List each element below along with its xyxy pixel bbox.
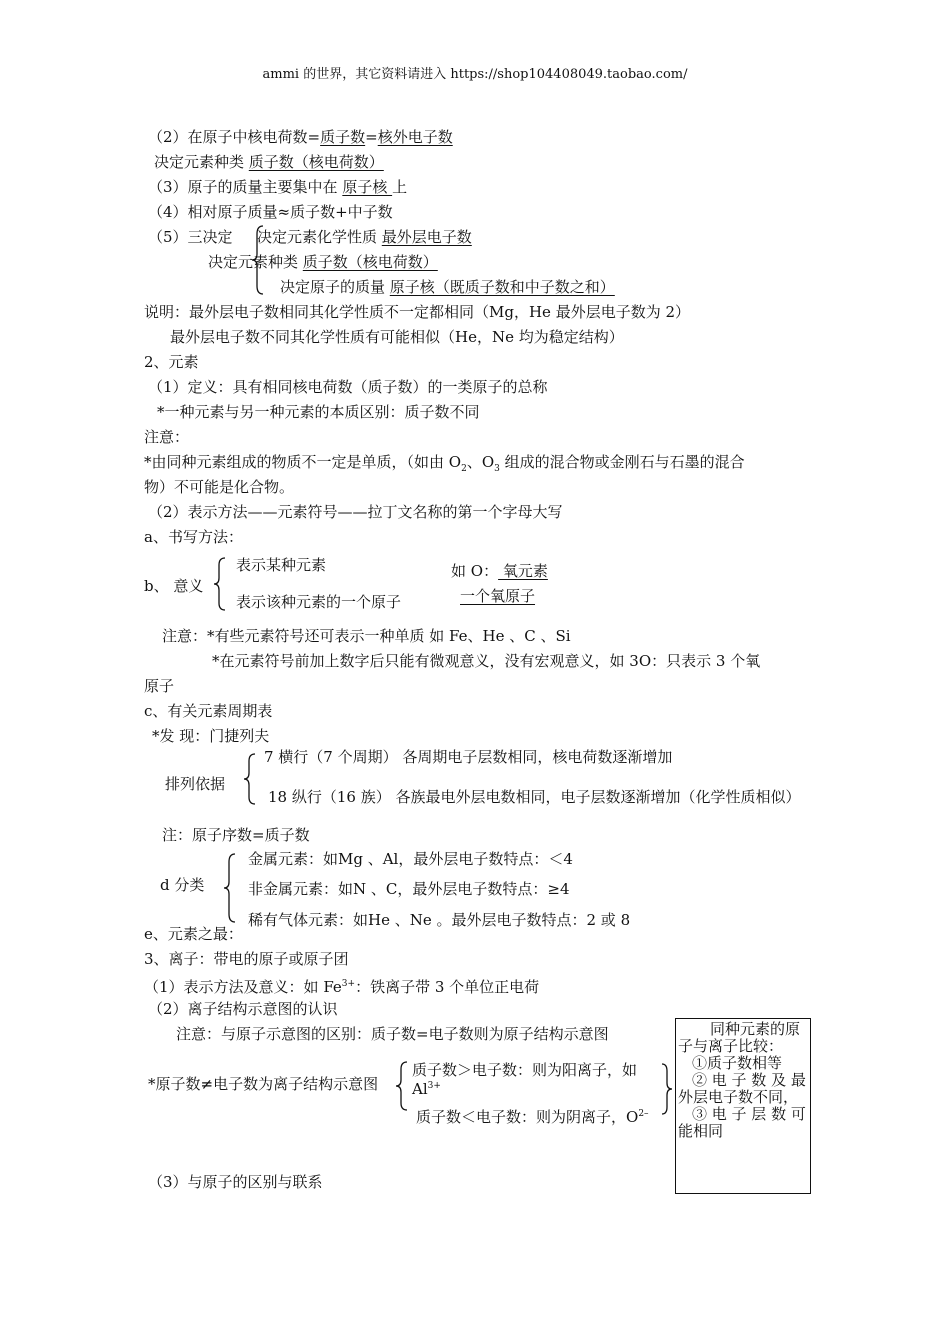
brace-arrangement bbox=[242, 752, 256, 806]
line-mass-concentration bbox=[148, 178, 407, 196]
underlined-answer: 一个氧原子 bbox=[460, 587, 536, 605]
underlined-answer: 原子核 bbox=[342, 178, 393, 196]
ion-anion-rule bbox=[416, 1105, 649, 1126]
line-decide-chemical bbox=[257, 228, 472, 246]
brace-ion-compare bbox=[661, 1062, 673, 1116]
underlined-answer: 氧元素 bbox=[498, 562, 548, 580]
line-note-diff-outer: 最外层电子数不同其化学性质有可能相似（He，Ne 均为稳定结构） bbox=[170, 328, 624, 346]
line-continued-atom: 原子 bbox=[144, 677, 175, 695]
subscript: 2 bbox=[461, 464, 467, 474]
underlined-answer: 原子核（既质子数和中子数之和） bbox=[389, 278, 615, 296]
arrangement-row-groups: 18 纵行（16 族） 各族最电外层电数相同，电子层数逐渐增加（化学性质相似） bbox=[268, 788, 801, 806]
line-definition: （1）定义：具有相同核电荷数（质子数）的一类原子的总称 bbox=[148, 378, 548, 396]
superscript: 3+ bbox=[341, 979, 356, 989]
line-nuclear-charge bbox=[148, 128, 453, 146]
text: 组成的混合物或金刚石与石墨的混合 bbox=[499, 453, 745, 471]
box-line: 能相同 bbox=[678, 1122, 724, 1140]
meaning-example-oxygen bbox=[451, 562, 548, 580]
text: 决定原子的质量 bbox=[280, 278, 390, 296]
classify-noble-gas: 稀有气体元素：如He 、Ne 。最外层电子数特点：2 或 8 bbox=[248, 911, 631, 929]
text: 如 O： bbox=[451, 562, 499, 580]
text: 质子数＜电子数：则为阴离子，O bbox=[416, 1108, 639, 1126]
line-attention-single-substance: 注意：*有些元素符号还可表示一种单质 如 Fe、He 、C 、Si bbox=[162, 627, 571, 645]
classify-label: d 分类 bbox=[160, 876, 205, 894]
line-essential-difference: *一种元素与另一种元素的本质区别：质子数不同 bbox=[157, 403, 480, 421]
line-continued: 物）不可能是化合物。 bbox=[144, 478, 295, 496]
line-attention: 注意： bbox=[144, 428, 190, 446]
arrangement-row-periods: 7 横行（7 个周期） 各周期电子层数相同，核电荷数逐渐增加 bbox=[264, 748, 673, 766]
line-element-extremes: e、元素之最： bbox=[144, 925, 243, 943]
text: ：铁离子带 3 个单位正电荷 bbox=[355, 978, 540, 996]
line-decide-mass bbox=[280, 278, 615, 296]
brace-classify bbox=[222, 852, 236, 924]
line-ion-representation bbox=[144, 975, 539, 996]
line-decide-kind bbox=[208, 253, 438, 271]
section-heading-element: 2、元素 bbox=[144, 353, 199, 371]
underlined-answer: 核外电子数 bbox=[377, 128, 453, 146]
line-ion-vs-atom: （3）与原子的区别与联系 bbox=[148, 1173, 323, 1191]
text: 决定元素种类 bbox=[154, 153, 249, 171]
underlined-answer: 质子数（核电荷数） bbox=[302, 253, 438, 271]
meaning-example-atom bbox=[460, 587, 535, 605]
ion-cation-example bbox=[412, 1077, 441, 1098]
meaning-item-element: 表示某种元素 bbox=[236, 556, 327, 574]
line-periodic-table: c、有关元素周期表 bbox=[144, 702, 273, 720]
line-atomic-number: 注：原子序数=质子数 bbox=[162, 826, 310, 844]
line-ion-attention: 注意：与原子示意图的区别：质子数=电子数则为原子结构示意图 bbox=[176, 1025, 609, 1043]
text: （3）原子的质量主要集中在 bbox=[148, 178, 343, 196]
line-three-decide: （5）三决定 bbox=[148, 228, 233, 246]
brace-meaning bbox=[212, 556, 226, 612]
meaning-label: b、 意义 bbox=[144, 577, 204, 595]
line-note-same-outer: 说明：最外层电子数相同其化学性质不一定都相同（Mg，He 最外层电子数为 2） bbox=[144, 303, 691, 321]
box-line: ①质子数相等 bbox=[692, 1054, 783, 1072]
line-writing-method: a、书写方法： bbox=[144, 528, 243, 546]
page-header: ammi 的世界，其它资料请进入 https://shop104408049.taobao.com/ bbox=[262, 67, 688, 82]
line-element-kind bbox=[154, 153, 384, 171]
line-attention-number-prefix: *在元素符号前加上数字后只能有微观意义，没有宏观意义，如 3O：只表示 3 个氧 bbox=[212, 652, 761, 670]
section-heading-ion: 3、离子：带电的原子或原子团 bbox=[144, 950, 349, 968]
subscript: 3 bbox=[494, 464, 500, 474]
box-line: 同种元素的原 bbox=[710, 1020, 801, 1038]
line-relative-atomic-mass: （4）相对原子质量≈质子数+中子数 bbox=[148, 203, 393, 221]
text: （2）在原子中核电荷数= bbox=[148, 128, 321, 146]
brace-ion-structure bbox=[394, 1060, 408, 1112]
ion-structure-label: *原子数≠电子数为离子结构示意图 bbox=[148, 1075, 379, 1093]
text: = bbox=[365, 128, 378, 146]
text: *由同种元素组成的物质不一定是单质，（如由 O bbox=[144, 453, 462, 471]
line-ion-structure: （2）离子结构示意图的认识 bbox=[148, 1000, 338, 1018]
line-discoverer: *发 现：门捷列夫 bbox=[152, 727, 270, 745]
text: 上 bbox=[392, 178, 408, 196]
comparison-box bbox=[675, 1018, 811, 1194]
underlined-answer: 质子数（核电荷数） bbox=[248, 153, 384, 171]
classify-metal: 金属元素：如Mg 、Al，最外层电子数特点：＜4 bbox=[248, 850, 573, 868]
line-same-element-substance bbox=[144, 453, 745, 478]
arrangement-label: 排列依据 bbox=[165, 775, 226, 793]
superscript: 3+ bbox=[427, 1081, 441, 1091]
box-line: 外层电子数不同， bbox=[678, 1088, 799, 1106]
text: Al bbox=[412, 1080, 428, 1098]
meaning-item-atom: 表示该种元素的一个原子 bbox=[236, 593, 402, 611]
underlined-answer: 最外层电子数 bbox=[381, 228, 472, 246]
box-line: ② 电 子 数 及 最 bbox=[692, 1071, 806, 1089]
text: 决定元素种类 bbox=[208, 253, 303, 271]
underlined-answer: 质子数 bbox=[320, 128, 366, 146]
text: （1）表示方法及意义：如 Fe bbox=[144, 978, 342, 996]
classify-nonmetal: 非金属元素：如N 、C，最外层电子数特点：≥4 bbox=[248, 880, 570, 898]
box-line: ③ 电 子 层 数 可 bbox=[692, 1105, 806, 1123]
ion-cation-rule: 质子数＞电子数：则为阳离子，如 bbox=[412, 1061, 638, 1079]
text: 、O bbox=[466, 453, 495, 471]
text: 决定元素化学性质 bbox=[257, 228, 382, 246]
box-line: 子与离子比较： bbox=[678, 1037, 784, 1055]
superscript: 2– bbox=[638, 1109, 649, 1119]
line-representation: （2）表示方法——元素符号——拉丁文名称的第一个字母大写 bbox=[148, 503, 563, 521]
